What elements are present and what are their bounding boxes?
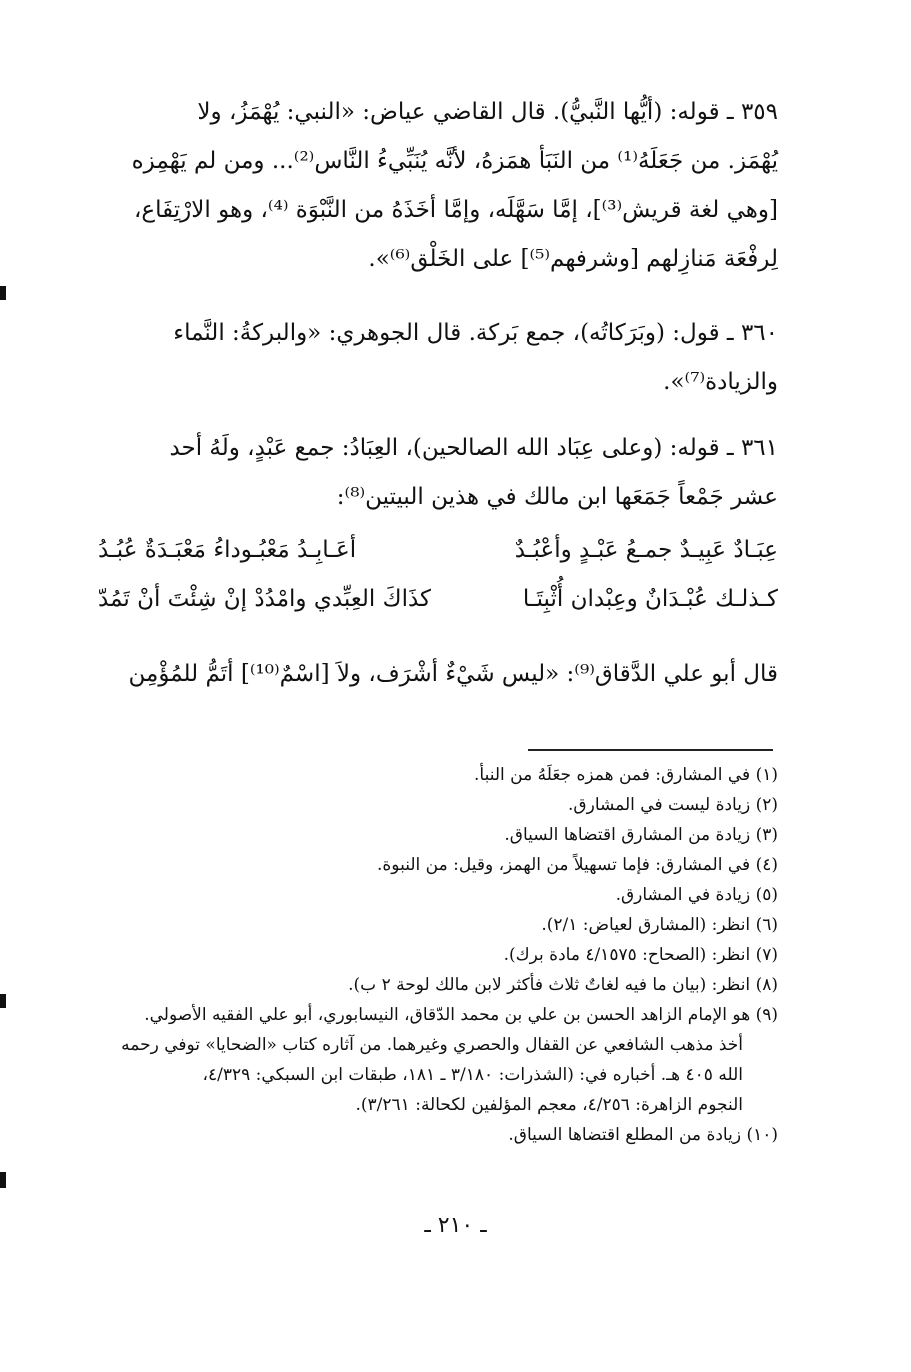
footnote-text: هو الإمام الزاهد الحسن بن علي بن محمد الدّقاق، النيسابوري، أبو علي الفقيه الأصولي. [144,1005,751,1025]
footnote-2 [98,790,778,820]
text-line: ٣٦٠ ـ قول: (وبَرَكاتُه)، جمع بَركة. قال الجوهري: «والبركةُ: النَّماء [173,320,778,346]
paragraph-361 [98,424,778,522]
footnote-text: في المشارق: فإما تسهيلاً من الهمز، وقيل: من النبوة. [376,855,751,875]
footnote-text: زيادة ليست في المشارق. [568,795,751,815]
footnote-3 [98,820,778,850]
footnote-text: انظر: (المشارق لعياض: ٢/١). [541,915,751,935]
footnote-5 [98,880,778,910]
text-line: يُهْمَز. من جَعَلَهُ⁽¹⁾ من النَبَأ همَزهُ، لأنَّه يُنَبِّيءُ النَّاس⁽²⁾... ومن لم يَهْمِزه [131,148,778,174]
scan-edge-mark [0,286,6,300]
footnote-number: (٢) [755,795,778,815]
footnote-8 [98,970,778,1000]
footnote-7 [98,940,778,970]
footnote-number: (٣) [755,825,778,845]
poem-hemistich-first: عِبَـادٌ عَبِيـدٌ جمـعُ عَبْـدٍ وأعْبُـدٌ [514,537,778,563]
footnote-number: (٦) [755,915,778,935]
footnote-4 [98,850,778,880]
text-line: ٣٥٩ ـ قوله: (أيُّها النَّبيُّ). قال القاضي عياض: «النبي: يُهْمَزُ، ولا [197,99,778,125]
text-line: عشر جَمْعاً جَمَعَها ابن مالك في هذين البيتين⁽⁸⁾: [336,484,778,510]
footnote-separator [528,749,773,751]
footnotes [98,760,778,1150]
poem-verse-2 [98,586,778,630]
poem-hemistich-second: أعَـابِـدُ مَعْبُـوداءُ مَعْبَـدَةٌ عُبُـدُ [98,537,357,563]
footnote-number: (٨) [755,975,778,995]
poem-verse-1 [98,537,778,581]
text-line: [وهي لغة قريش⁽³⁾]، إمَّا سَهَّلَه، وإمَّا أخَذَهُ من النَّبْوَة ⁽⁴⁾، وهو الارْتِفَاع، [133,197,778,223]
footnote-number: (٥) [755,885,778,905]
poem-hemistich-first: كـذلـك عُبْـدَانٌ وعِبْدان أُثْبِتَـا [522,586,778,612]
footnote-number: (١٠) [746,1125,778,1145]
footnote-9-continuation: النجوم الزاهرة: ٤/٢٥٦، معجم المؤلفين لكحالة: ٣/٢٦١). [355,1095,743,1115]
poem-hemistich-second: كذَاكَ العِبِّدي وامْدُدْ إنْ شِئْتَ أنْ تَمُدّ [98,586,432,612]
scan-edge-mark [0,1172,6,1188]
footnote-text: في المشارق: فمن همزه جعَلَهُ من النبأ. [474,765,751,785]
footnote-number: (٩) [755,1005,778,1025]
footnote-text: انظر: (بيان ما فيه لغاتٌ ثلاث فأكثر لابن مالك لوحة ٢ ب). [348,975,751,995]
text-line: قال أبو علي الدَّقاق⁽⁹⁾: «ليس شَيْءٌ أشْرَف، ولاَ [اسْمٌ⁽¹⁰⁾] أتَمُّ للمُؤْمِن [128,661,778,687]
closing-line [98,650,778,699]
footnote-text: زيادة من المطلع اقتضاها السياق. [508,1125,742,1145]
page-number: ـ ٢١٠ ـ [424,1213,487,1238]
footnote-1 [98,760,778,790]
footnote-text: انظر: (الصحاح: ٤/١٥٧٥ مادة برك). [503,945,751,965]
footnote-9 [98,1000,778,1030]
footnote-number: (٧) [755,945,778,965]
scan-edge-mark [0,994,6,1008]
footnote-10 [98,1120,778,1150]
footnote-text: زيادة من المشارق اقتضاها السياق. [504,825,751,845]
footnote-9-continuation: أخذ مذهب الشافعي عن القفال والحصري وغيرهما. من آثاره كتاب «الضحايا» توفي رحمه [121,1035,743,1055]
footnote-6 [98,910,778,940]
footnote-number: (٤) [755,855,778,875]
footnote-number: (١) [755,765,778,785]
paragraph-360 [98,309,778,407]
footnote-text: زيادة في المشارق. [615,885,751,905]
text-line: ٣٦١ ـ قوله: (وعلى عِبَاد الله الصالحين)، العِبَادُ: جمع عَبْدٍ، ولَهُ أحد [169,435,778,461]
footnote-9-continuation: الله ٤٠٥ هـ. أخباره في: (الشذرات: ٣/١٨٠ ـ ١٨١، طبقات ابن السبكي: ٤/٣٢٩، [202,1065,743,1085]
text-line: لِرفْعَة مَنازِلهم [وشرفهم⁽⁵⁾] على الخَلْق⁽⁶⁾». [368,246,778,272]
text-line: والزيادة⁽⁷⁾». [663,369,778,395]
paragraph-359 [98,88,778,284]
